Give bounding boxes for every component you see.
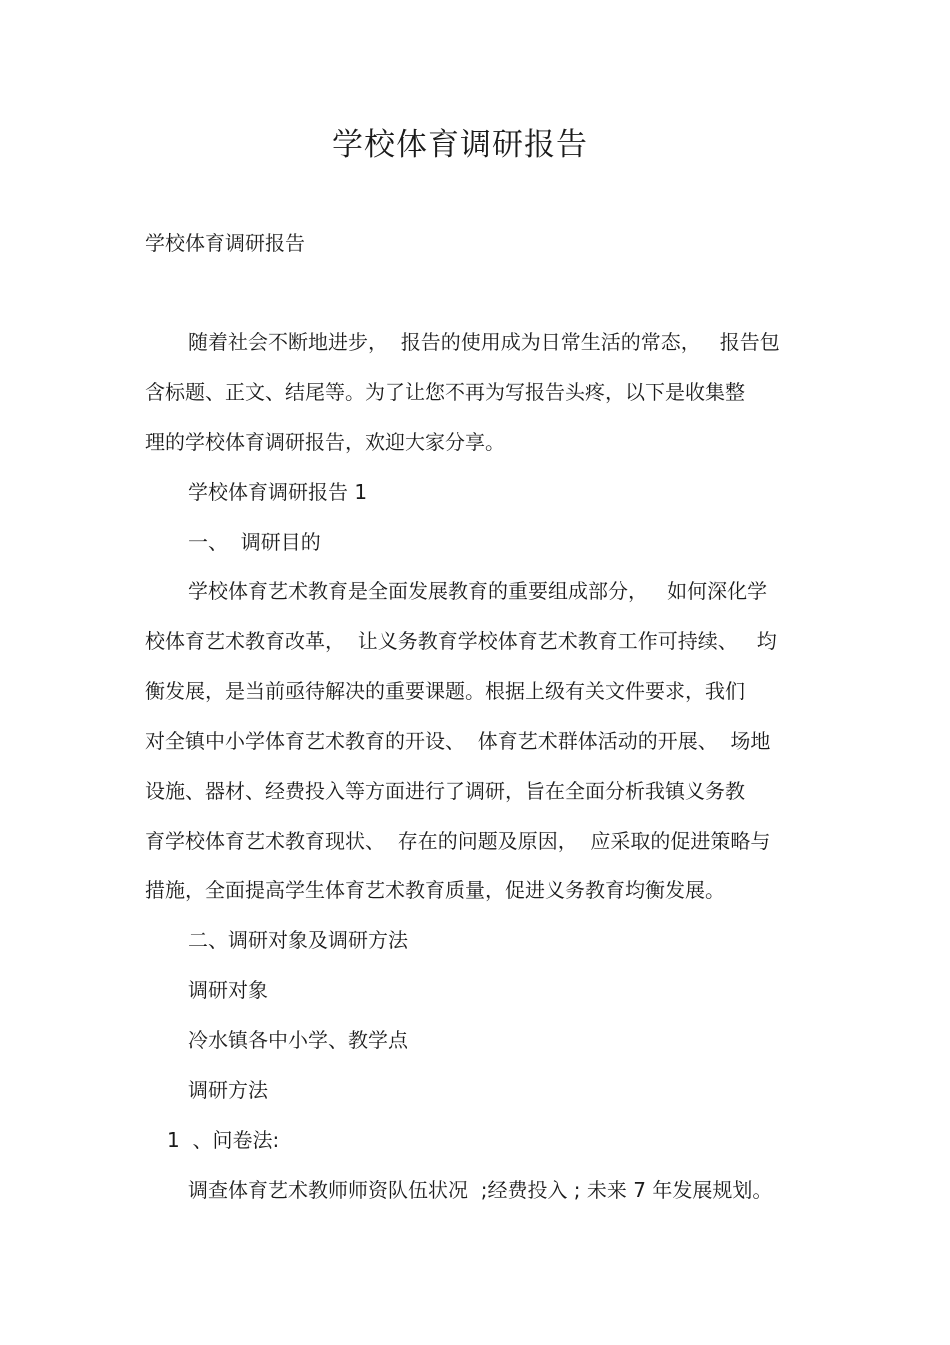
paragraph-line: 理的学校体育调研报告，欢迎大家分享。 xyxy=(145,430,505,454)
subheading: 调研方法 xyxy=(188,1078,268,1102)
paragraph-line: 学校体育艺术教育是全面发展教育的重要组成部分， 如何深化学 xyxy=(188,579,768,603)
paragraph-line: 随着社会不断地进步， 报告的使用成为日常生活的常态， 报告包 xyxy=(188,330,780,354)
paragraph-line: 对全镇中小学体育艺术教育的开设、 体育艺术群体活动的开展、 场地 xyxy=(145,729,771,753)
paragraph-line: 育学校体育艺术教育现状、 存在的问题及原因， 应采取的促进策略与 xyxy=(145,829,771,853)
section-heading: 学校体育调研报告 1 xyxy=(188,480,368,504)
document-title: 学校体育调研报告 xyxy=(332,127,588,163)
paragraph-line: 含标题、正文、结尾等。为了让您不再为写报告头疼，以下是收集整 xyxy=(145,380,745,404)
list-item: 1 、问卷法: xyxy=(167,1128,280,1152)
paragraph-line: 冷水镇各中小学、教学点 xyxy=(188,1028,408,1052)
subheading: 调研对象 xyxy=(188,978,268,1002)
paragraph-line: 措施，全面提高学生体育艺术教育质量，促进义务教育均衡发展。 xyxy=(145,878,725,902)
paragraph-line: 设施、器材、经费投入等方面进行了调研，旨在全面分析我镇义务教 xyxy=(145,779,745,803)
section-heading: 一、 调研目的 xyxy=(188,530,321,554)
paragraph-line: 调查体育艺术教师师资队伍状况 ;经费投入 ; 未来 7 年发展规划。 xyxy=(188,1178,773,1202)
paragraph-line: 衡发展，是当前亟待解决的重要课题。根据上级有关文件要求，我们 xyxy=(145,679,745,703)
paragraph-line: 校体育艺术教育改革， 让义务教育学校体育艺术教育工作可持续、 均 xyxy=(145,629,777,653)
document-subtitle: 学校体育调研报告 xyxy=(145,231,305,255)
section-heading: 二、调研对象及调研方法 xyxy=(188,928,408,952)
